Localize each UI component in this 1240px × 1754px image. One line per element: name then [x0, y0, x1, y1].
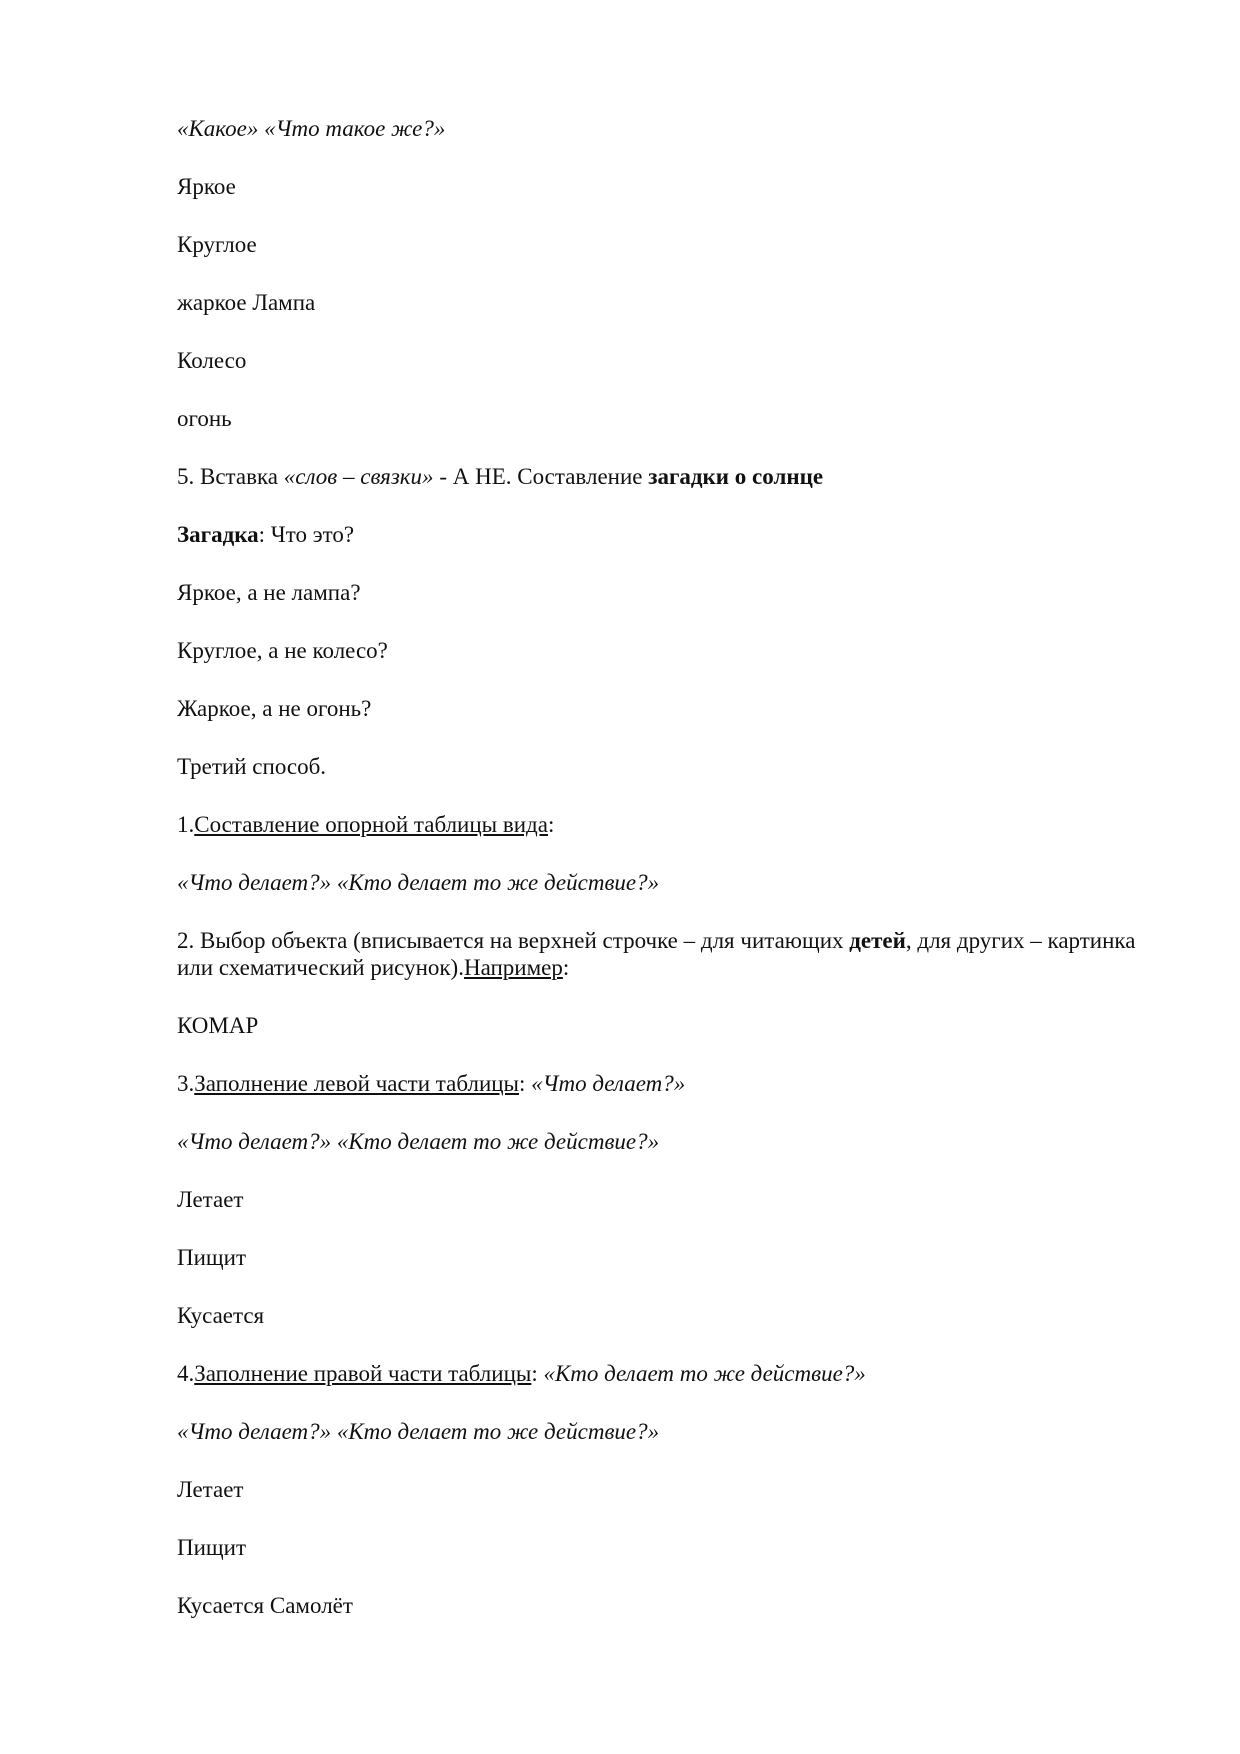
- step-3-paragraph: [177, 1070, 1137, 1128]
- list-item: Кусается Самолёт: [177, 1593, 353, 1618]
- list-item: Колесо: [177, 348, 247, 373]
- document-body: [177, 115, 1137, 1650]
- text-run: 2. Выбор объекта (вписывается на верхней строчке – для читающих: [177, 928, 850, 953]
- text-run-bold: Загадка: [177, 522, 259, 547]
- text-run: - А НЕ. Составление: [433, 464, 649, 489]
- text-run: 3.: [177, 1071, 195, 1096]
- table-header-line: «Что делает?» «Кто делает то же действие?»: [177, 1129, 660, 1154]
- text-run-italic: «Что делает?»: [531, 1071, 686, 1096]
- step-4-paragraph: [177, 1360, 1137, 1418]
- text-run-italic: «слов – связки»: [283, 464, 434, 489]
- riddle-line: Жаркое, а не огонь?: [177, 696, 372, 721]
- list-item: Пищит: [177, 1245, 246, 1270]
- table-header-line: «Что делает?» «Кто делает то же действие?»: [177, 870, 660, 895]
- list-item: жаркое Лампа: [177, 290, 316, 315]
- text-run: 1.: [177, 812, 195, 837]
- text-run: :: [562, 955, 570, 980]
- text-run-underlined: Заполнение правой части таблицы: [194, 1361, 532, 1386]
- text-run: , для других – картинка или схематический рисунок).: [177, 928, 1136, 980]
- text-run-underlined: Составление опорной таблицы вида: [194, 812, 548, 837]
- riddle-line: Яркое, а не лампа?: [177, 580, 361, 605]
- list-item: Кусается: [177, 1303, 265, 1328]
- list-item: Летает: [177, 1477, 244, 1502]
- step-1-paragraph: [177, 811, 1137, 869]
- text-run: 5. Вставка: [177, 464, 284, 489]
- step-5-paragraph: [177, 463, 1137, 521]
- text-run: :: [547, 812, 555, 837]
- text-run: : Что это?: [258, 522, 355, 547]
- table-header-line: «Какое» «Что такое же?»: [177, 116, 446, 141]
- list-item: Яркое: [177, 174, 236, 199]
- riddle-title: [177, 521, 1137, 579]
- text-run-bold: загадки о солнце: [648, 464, 824, 489]
- table-header-line: «Что делает?» «Кто делает то же действие?»: [177, 1419, 660, 1444]
- text-run-underlined: Например: [463, 955, 563, 980]
- text-run: :: [531, 1361, 544, 1386]
- text-run: 4.: [177, 1361, 195, 1386]
- list-item: Круглое: [177, 232, 257, 257]
- section-heading: Третий способ.: [177, 754, 327, 779]
- object-name: КОМАР: [177, 1013, 259, 1038]
- text-run-underlined: Заполнение левой части таблицы: [194, 1071, 520, 1096]
- riddle-line: Круглое, а не колесо?: [177, 638, 388, 663]
- list-item: огонь: [177, 406, 232, 431]
- list-item: Летает: [177, 1187, 244, 1212]
- text-run-bold: детей: [849, 928, 906, 953]
- step-2-paragraph: [177, 927, 1137, 1012]
- text-run: :: [519, 1071, 532, 1096]
- text-run-italic: «Кто делает то же действие?»: [543, 1361, 866, 1386]
- list-item: Пищит: [177, 1535, 246, 1560]
